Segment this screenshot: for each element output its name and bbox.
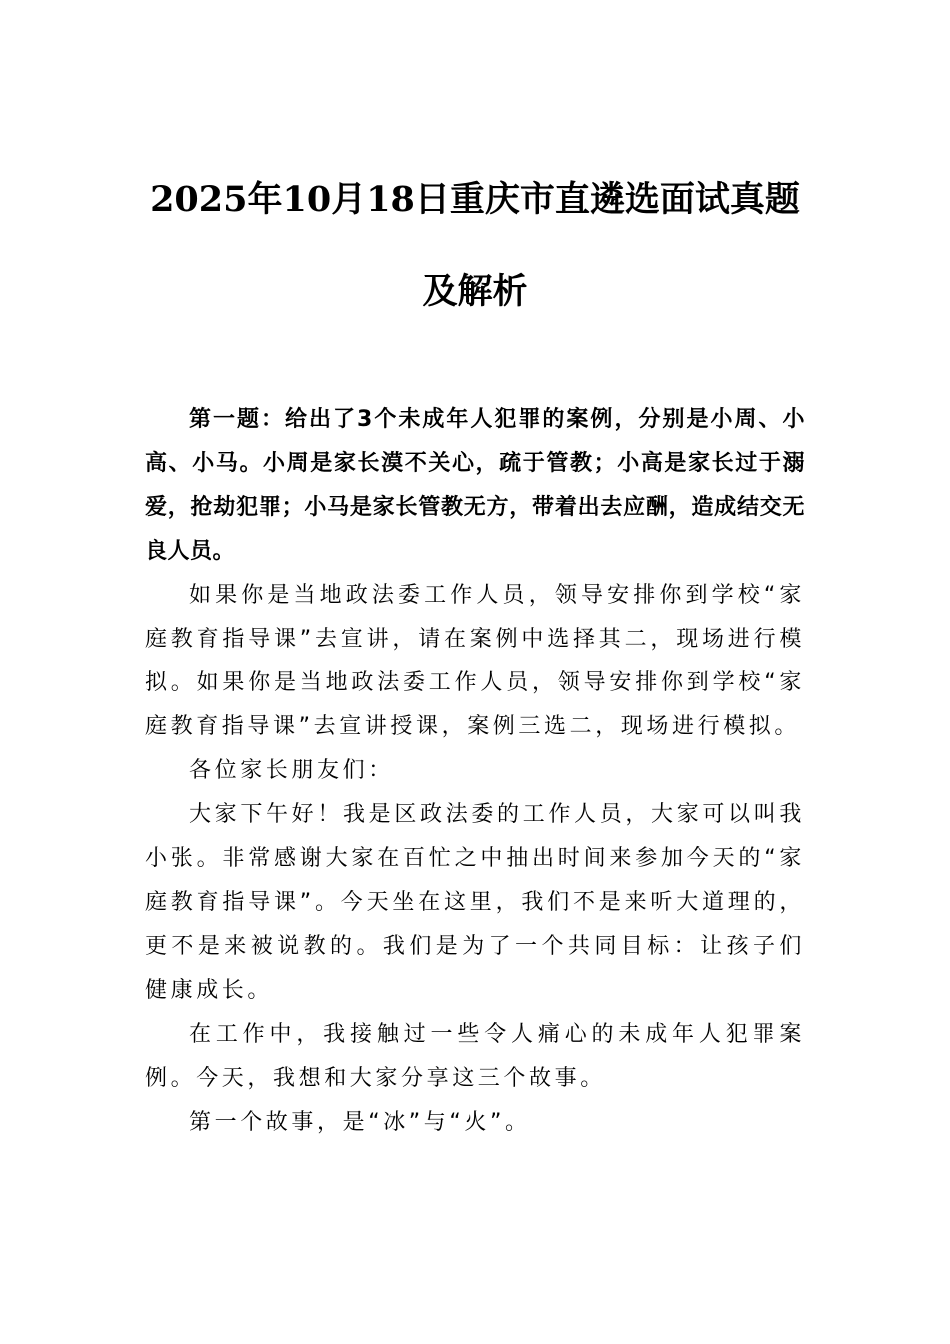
intro-paragraph: 大家下午好！我是区政法委的工作人员，大家可以叫我小张。非常感谢大家在百忙之中抽出时间来参加今天的“家庭教育指导课”。今天坐在这里，我们不是来听大道理的，更不是来被说教的。我们是为了一个共同目标：让孩子们健康成长。 — [145, 802, 805, 1003]
context-paragraph: 在工作中，我接触过一些令人痛心的未成年人犯罪案例。今天，我想和大家分享这三个故事。 — [145, 1021, 805, 1091]
task-paragraph: 如果你是当地政法委工作人员，领导安排你到学校“家庭教育指导课”去宣讲，请在案例中选择其二，现场进行模拟。如果你是当地政法委工作人员，领导安排你到学校“家庭教育指导课”去宣讲授课，案例三选二，现场进行模拟。 — [145, 582, 805, 740]
document-title-line-2: 及解析 — [422, 271, 528, 312]
greeting-paragraph: 各位家长朋友们： — [189, 758, 394, 784]
document-body — [145, 398, 805, 1144]
document-title-line-1: 2025年10月18日重庆市直遴选面试真题 — [150, 179, 800, 220]
question-paragraph: 第一题：给出了3个未成年人犯罪的案例，分别是小周、小高、小马。小周是家长漠不关心，疏于管教；小高是家长过于溺爱，抢劫犯罪；小马是家长管教无方，带着出去应酬，造成结交无良人员。 — [145, 407, 805, 564]
first-story-paragraph: 第一个故事，是“冰”与“火”。 — [189, 1109, 531, 1135]
